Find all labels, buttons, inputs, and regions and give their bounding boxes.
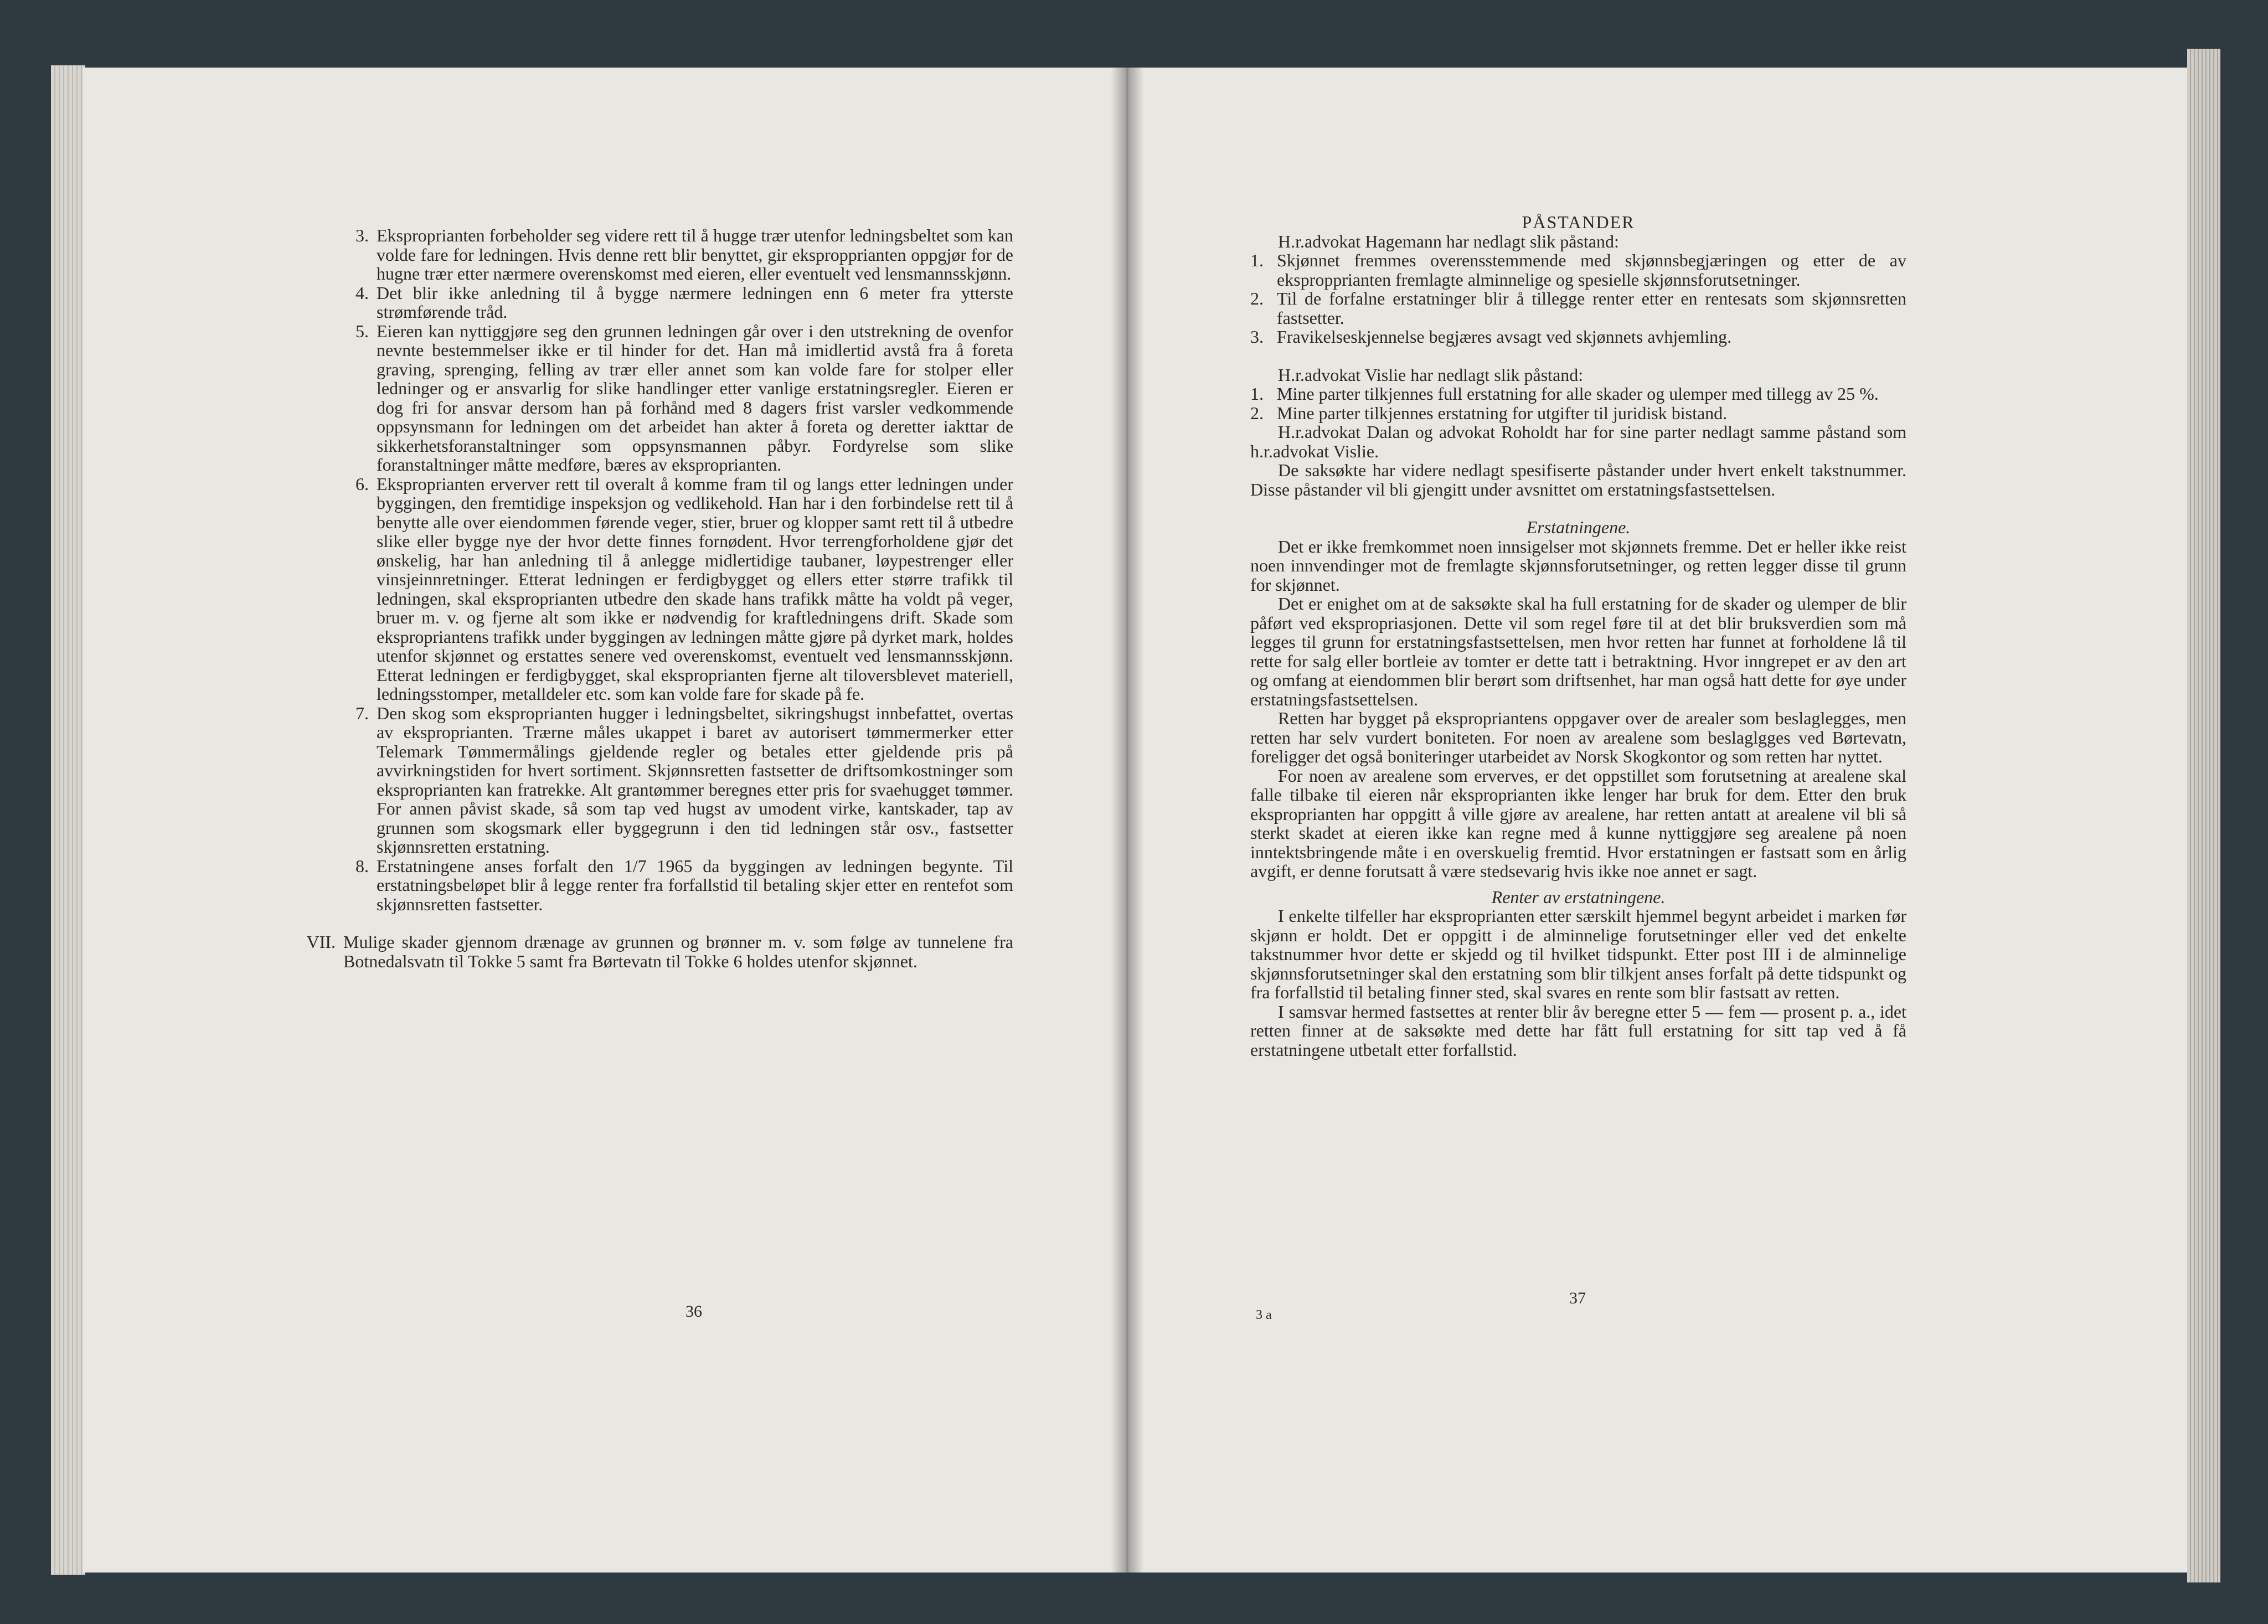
left-page-number: 36	[685, 1302, 702, 1321]
subheading: Renter av erstatningene.	[1491, 886, 1666, 907]
paragraph: I samsvar hermed fastsettes at renter blir åv beregne etter 5 — fem — prosent p. a., idet retten finner at de saksøkte med dette har fått full erstatning for sitt tap ved å få erstatningene utbetalt etter forfallstid.	[1250, 1001, 1906, 1060]
section-vii	[288, 932, 1013, 971]
subheading: Erstatningene.	[1526, 517, 1631, 537]
list-item	[327, 226, 1013, 283]
item-number: 7.	[355, 703, 369, 723]
list-item	[1250, 404, 1906, 423]
item-number: 1.	[1250, 250, 1264, 270]
item-text: Fravikelseskjennelse begjæres avsagt ved skjønnets avhjemling.	[1277, 327, 1732, 347]
list-item	[327, 283, 1013, 322]
paragraph: H.r.advokat Vislie har nedlagt slik påstand:	[1278, 364, 1584, 385]
left-page-edges	[51, 65, 85, 1575]
book-gutter	[1111, 68, 1144, 1573]
paragraph: For noen av arealene som erverves, er det oppstillet som forutsetning at arealene skal falle tilbake til eieren når eksproprianten ikke lenger har bruk for dem. Etter den bruk eksproprianten har oppgitt å ville gjøre av arealene, har retten antatt at arealene vil bli så sterkt skadet at eieren ikke kan regne med å kunne nyttiggjøre seg arealene på noen inntektsbringende måte i en overskuelig fremtid. Hvor erstatningen er fastsatt som en årlig avgift, er denne forutsatt å være stedsevarig hvis ikke noe annet er sagt.	[1250, 765, 1906, 881]
item-number: 4.	[355, 282, 369, 303]
item-number: 5.	[355, 321, 369, 341]
paragraph: Retten har bygget på ekspropriantens oppgaver over de arealer som beslaglegges, men retten har selv vurdert boniteten. For noen av arealene som beslaglgges ved Børtevatn, foreligger det også boniteringer utarbeidet av Norsk Skogkontor og som retten har nyttet.	[1250, 708, 1906, 766]
section-number: VII.	[306, 932, 336, 952]
paragraph: Det er ikke fremkommet noen innsigelser mot skjønnets fremme. Det er heller ikke reist noen innvendinger mot de fremlagte skjønnsforutsetninger, og retten legger disse til grunn for skjønnet.	[1250, 536, 1906, 595]
right-page-text	[1250, 213, 1906, 1059]
signature-mark: 3 a	[1256, 1308, 1272, 1322]
item-number: 2.	[1250, 403, 1264, 423]
item-text: Mine parter tilkjennes full erstatning for alle skader og ulemper med tillegg av 25 %.	[1277, 384, 1879, 404]
paragraph: I enkelte tilfeller har eksproprianten etter særskilt hjemmel begynt arbeidet i marken før skjønn er holdt. Det er oppgitt i de alminnelige forutsetninger eller ved det enkelte takstnummer hvor dette er skjedd og til hvilket tidspunkt. Etter post III i de alminnelige skjønnsforutsetninger skal den erstatning som blir tilkjent anses forfalt på dette tidspunkt og fra forfallstid til betaling finner sted, skal svares en rente som blir fastsatt av retten.	[1250, 906, 1906, 1002]
paragraph: De saksøkte har videre nedlagt spesifiserte påstander under hvert enkelt takstnummer. Disse påstander vil bli gjengitt under avsnittet om erstatningsfastsettelsen.	[1250, 460, 1906, 499]
section-heading: PÅSTANDER	[1522, 212, 1635, 232]
item-text: Til de forfalne erstatninger blir å tillegge renter etter en rentesats som skjønnsretten fastsetter.	[1277, 288, 1906, 328]
list-item	[327, 322, 1013, 475]
list-item	[327, 704, 1013, 857]
list-item	[327, 857, 1013, 914]
item-text: Det blir ikke anledning til å bygge nærmere ledningen enn 6 meter fra ytterste strømførende tråd.	[377, 282, 1013, 322]
paragraph: H.r.advokat Dalan og advokat Roholdt har for sine parter nedlagt samme påstand som h.r.advokat Vislie.	[1250, 422, 1906, 461]
item-number: 3.	[1250, 327, 1264, 347]
list-item	[1250, 384, 1906, 404]
item-number: 1.	[1250, 384, 1264, 404]
list-item	[1250, 289, 1906, 327]
section-text: Mulige skader gjennom drænage av grunnen og brønner m. v. som følge av tunnelene fra Botnedalsvatn til Tokke 5 samt fra Børtevatn til Tokke 6 holdes utenfor skjønnet.	[343, 932, 1013, 971]
left-page-text	[306, 225, 1013, 971]
item-text: Den skog som eksproprianten hugger i ledningsbeltet, sikringshugst innbefattet, overtas av eksproprianten. Trærne måles ukappet i baret av autorisert tømmermerker etter Telemark Tømmermålings gjeldende regler og betales etter gjeldende pris på avvirkningstiden for hvert sortiment. Skjønnsretten fastsetter de driftsomkostninger som eksproprianten kan fratrekke. Alt grantømmer beregnes etter pris for svaehugget tømmer. For annen påvist skade, så som tap ved hugst av umodent virke, kantskader, tap av grunnen som skogsmark eller byggegrunn i den tid ledningen står osv., fastsetter skjønnsretten erstatning.	[377, 703, 1013, 857]
right-page-number: 37	[1569, 1289, 1586, 1307]
item-text: Eksproprianten erverver rett til overalt å komme fram til og langs etter ledningen under byggingen, den fremtidige inspeksjon og vedlikehold. Han har i den forbindelse rett til å benytte alle over eiendommen førende veger, stier, bruer og klopper samt rett til å utbedre slike eller bygge nye der hvor dette finnes fornødent. Hvor terrengforholdene gjør det ønskelig, har han anledning til å anlegge midlertidige taubaner, løypestrenger eller vinsjeinnretninger. Etterat ledningen er ferdigbygget og ellers etter større trafikk til ledningen, skal eksproprianten utbedre den skade hans trafikk måtte ha voldt på veger, bruer m. v. og fjerne alt som ikke er nødvendig for kraftledningens drift. Skade som ekspropriantens trafikk under byggingen av ledningen måtte gjøre på dyrket mark, holdes utenfor skjønnet og erstattes senere ved overenskomst, eventuelt ved lensmannsskjønn. Etterat ledningen er ferdigbygget, skal eksproprianten fjerne alt tiloversblevet materiell, ledningsstomper, metalldeler etc. som kan volde fare for skade på fe.	[377, 473, 1013, 704]
list-item	[1250, 327, 1906, 347]
item-text: Eksproprianten forbeholder seg videre rett til å hugge trær utenfor ledningsbeltet som kan volde fare for ledningen. Hvis denne rett blir benyttet, gir ekspropprianten oppgjør for de hugne trær etter nærmere overenskomst med eieren, eller eventuelt ved lensmannsskjønn.	[377, 225, 1013, 283]
item-number: 3.	[355, 225, 369, 245]
item-text: Mine parter tilkjennes erstatning for utgifter til juridisk bistand.	[1277, 403, 1728, 423]
item-text: Skjønnet fremmes overensstemmende med skjønnsbegjæringen og etter de av ekspropprianten fremlagte alminnelige og spesielle skjønnsforutsetninger.	[1277, 250, 1906, 290]
item-text: Eieren kan nyttiggjøre seg den grunnen ledningen går over i den utstrekning de ovenfor nevnte bestemmelser ikke er til hinder for det. Han må imidlertid avstå fra å foreta graving, sprenging, felling av trær eller annet som kan volde fare for stolper eller ledninger og er ansvarlig for slike handlinger etter vanlige erstatningsregler. Eieren er dog fri for ansvar dersom han på forhånd med 8 dagers frist varsler vedkommende oppsynsmann for ledningen om det arbeidet han akter å foreta og deretter iakttar de sikkerhetsforanstaltninger som oppsynsmannen påbyr. Fordyrelse som slike foranstaltninger måtte medføre, bæres av eksproprianten.	[377, 321, 1013, 475]
list-item	[327, 475, 1013, 704]
item-number: 8.	[355, 855, 369, 876]
list-item	[1250, 251, 1906, 289]
item-text: Erstatningene anses forfalt den 1/7 1965 da byggingen av ledningen begynte. Til erstatningsbeløpet blir å legge renter fra forfallstid til betaling skjer etter en rentefot som skjønnsretten fastsetter.	[377, 855, 1013, 914]
right-page-edges	[2187, 49, 2220, 1582]
item-number: 6.	[355, 473, 369, 494]
paragraph: Det er enighet om at de saksøkte skal ha full erstatning for de skader og ulemper de blir påført ved ekspropriasjonen. Dette vil som regel føre til at det blir bruksverdien som må legges til grunn for erstatningsfastsettelsen, men hvor retten har funnet at forholdene lå til rette for salg eller bortleie av tomter er dette tatt i betraktning. Hvor inngrepet er av den art og omfang at eiendommen blir berørt som driftsenhet, har man også hatt dette for øye under erstatningsfastsettelsen.	[1250, 594, 1906, 709]
item-number: 2.	[1250, 288, 1264, 308]
paragraph: H.r.advokat Hagemann har nedlagt slik påstand:	[1278, 231, 1619, 251]
